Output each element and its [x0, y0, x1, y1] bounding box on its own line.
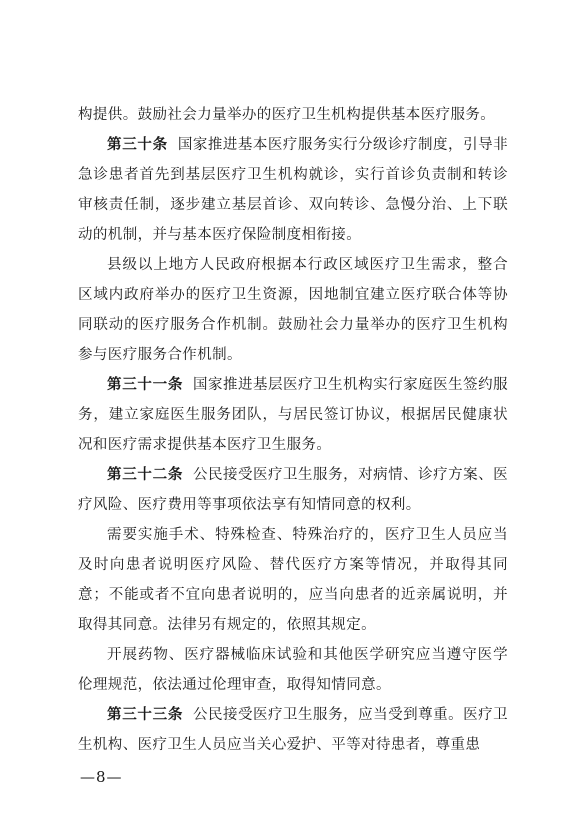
paragraph-text: 国家推进基本医疗服务实行分级诊疗制度，引导非急诊患者首先到基层医疗卫生机构就诊，实行首诊负责制和转诊审核责任制，逐步建立基层首诊、双向转诊、急慢分治、上下联动的机制，并与基本医疗保险制度相衔接。	[78, 137, 508, 243]
paragraph-article-33	[78, 700, 508, 760]
paragraph-article-32	[78, 460, 508, 520]
paragraph-article-31	[78, 370, 508, 460]
paragraph-text: 县级以上地方人民政府根据本行政区域医疗卫生需求，整合区域内政府举办的医疗卫生资源，因地制宜建立医疗联合体等协同联动的医疗服务合作机制。鼓励社会力量举办的医疗卫生机构参与医疗服务合作机制。	[78, 257, 508, 363]
article-heading: 第三十二条	[107, 467, 184, 483]
paragraph-text: 公民接受医疗卫生服务，对病情、诊疗方案、医疗风险、医疗费用等事项依法享有知情同意的权利。	[78, 467, 509, 513]
paragraph-text: 构提供。鼓励社会力量举办的医疗卫生机构提供基本医疗服务。	[78, 107, 496, 123]
article-heading: 第三十一条	[107, 377, 184, 393]
paragraph	[78, 640, 508, 700]
paragraph-continuation	[78, 100, 508, 130]
paragraph	[78, 250, 508, 370]
article-heading: 第三十三条	[107, 707, 184, 723]
page-number: —8—	[80, 768, 123, 786]
article-heading: 第三十条	[107, 137, 168, 153]
paragraph	[78, 520, 508, 640]
paragraph-text: 国家推进基层医疗卫生机构实行家庭医生签约服务，建立家庭医生服务团队，与居民签订协议，根据居民健康状况和医疗需求提供基本医疗卫生服务。	[78, 377, 509, 453]
paragraph-text: 公民接受医疗卫生服务，应当受到尊重。医疗卫生机构、医疗卫生人员应当关心爱护、平等对待患者，尊重患	[78, 707, 509, 753]
paragraph-text: 开展药物、医疗器械临床试验和其他医学研究应当遵守医学伦理规范，依法通过伦理审查，取得知情同意。	[78, 647, 508, 693]
paragraph-text: 需要实施手术、特殊检查、特殊治疗的，医疗卫生人员应当及时向患者说明医疗风险、替代医疗方案等情况，并取得其同意；不能或者不宜向患者说明的，应当向患者的近亲属说明，并取得其同意。法律另有规定的，依照其规定。	[78, 527, 508, 633]
document-body	[78, 100, 508, 760]
paragraph-article-30	[78, 130, 508, 250]
